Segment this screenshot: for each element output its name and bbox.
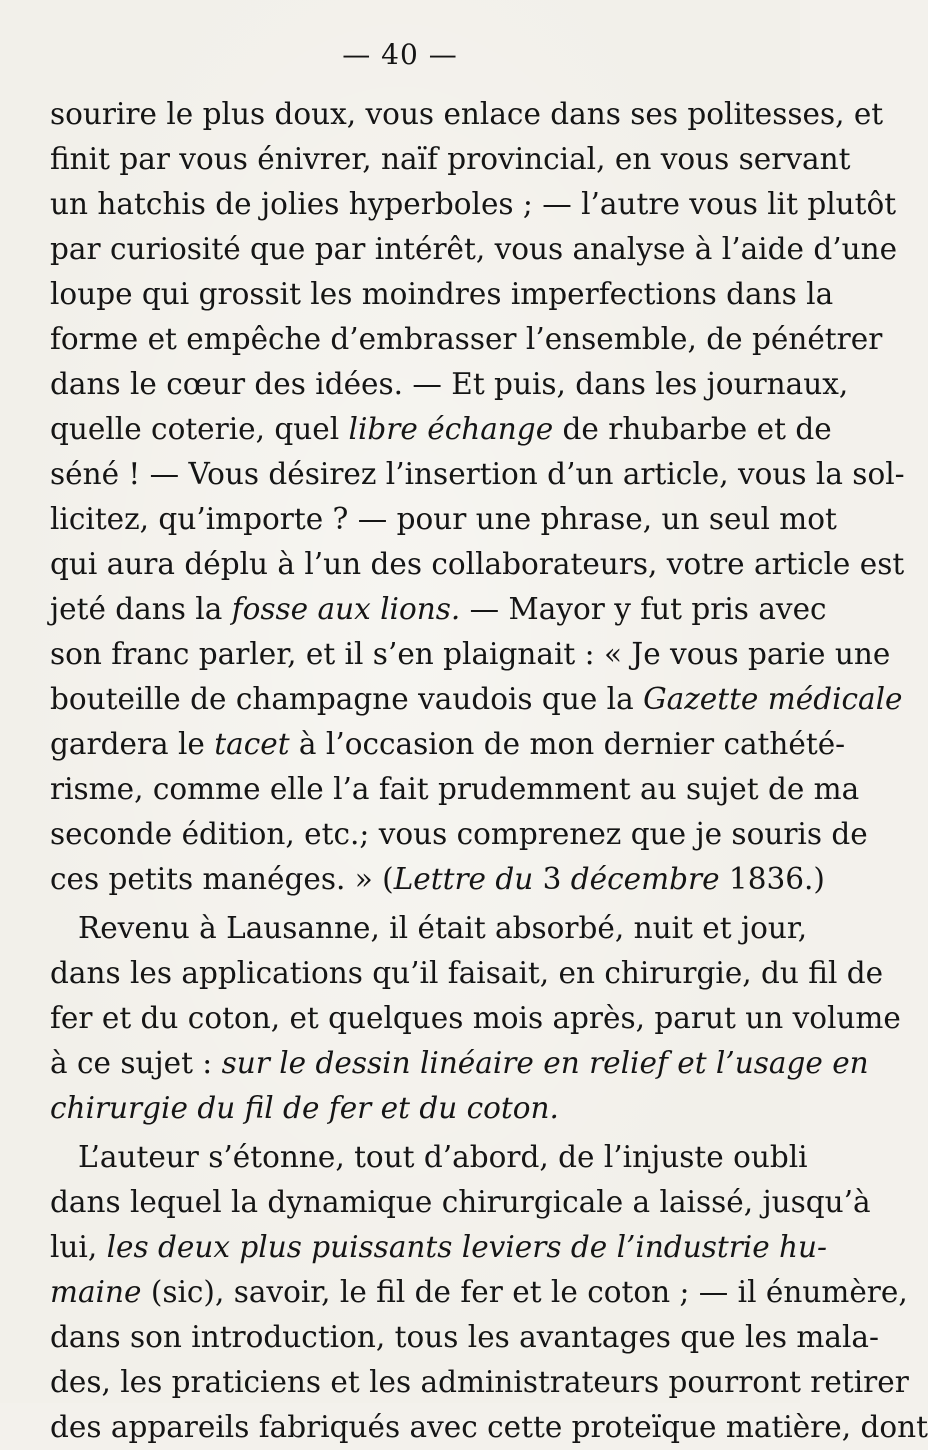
- text-line: [50, 452, 905, 497]
- text-line: [50, 1405, 928, 1450]
- text-segment: 1836.): [719, 862, 825, 896]
- italic-text: fosse aux lions.: [231, 592, 461, 626]
- text-line: [50, 1315, 879, 1360]
- text-line: [50, 1041, 869, 1086]
- text-segment: — Mayor y fut pris avec: [460, 592, 827, 626]
- text-segment: 3: [533, 862, 571, 896]
- text-segment: gardera le: [50, 727, 215, 761]
- text-line: [50, 1360, 909, 1405]
- text-line: [50, 677, 903, 722]
- text-segment: quelle coterie, quel: [50, 412, 349, 446]
- text-segment: lui,: [50, 1230, 107, 1264]
- text-line: [50, 857, 825, 902]
- italic-text: tacet: [214, 727, 290, 761]
- text-segment: bouteille de champagne vaudois que la: [50, 682, 644, 716]
- text-segment: à ce sujet :: [50, 1046, 222, 1080]
- text-line: [50, 1270, 908, 1315]
- italic-text: Lettre du: [393, 862, 534, 896]
- text-line: [50, 497, 837, 542]
- text-line: [50, 1180, 871, 1225]
- text-segment: sourire le plus doux, vous enlace dans ses politesses, et: [50, 97, 884, 131]
- text-segment: fer et du coton, et quelques mois après, parut un volume: [50, 1001, 901, 1035]
- text-line: [50, 812, 868, 857]
- text-segment: des appareils fabriqués avec cette proteïque matière, dont: [50, 1410, 928, 1444]
- italic-text: chirurgie du fil de fer et du coton.: [50, 1091, 559, 1125]
- text-segment: (sic), savoir, le fil de fer et le coton ; — il énumère,: [141, 1275, 908, 1309]
- text-segment: dans lequel la dynamique chirurgicale a laissé, jusqu’à: [50, 1185, 871, 1219]
- page-number: — 40 —: [342, 38, 458, 71]
- text-line: [50, 632, 891, 677]
- text-segment: par curiosité que par intérêt, vous analyse à l’aide d’une: [50, 232, 898, 266]
- text-segment: jeté dans la: [50, 592, 232, 626]
- text-line: [50, 1086, 762, 1131]
- body-text: [50, 92, 928, 1450]
- text-segment: son franc parler, et il s’en plaignait : « Je vous parie une: [50, 637, 891, 671]
- text-line: [50, 272, 834, 317]
- text-segment: ces petits manéges. » (: [50, 862, 394, 896]
- text-segment: loupe qui grossit les moindres imperfections dans la: [50, 277, 834, 311]
- text-line: [50, 996, 901, 1041]
- text-segment: qui aura déplu à l’un des collaborateurs, votre article est: [50, 547, 905, 581]
- italic-text: Gazette médicale: [643, 682, 903, 716]
- text-line: [50, 407, 832, 452]
- text-segment: dans son introduction, tous les avantages que les mala-: [50, 1320, 879, 1354]
- text-segment: licitez, qu’importe ? — pour une phrase, un seul mot: [50, 502, 837, 536]
- italic-text: les deux plus puissants leviers de l’industrie hu-: [106, 1230, 828, 1264]
- text-line: [50, 227, 898, 272]
- text-line: [50, 542, 905, 587]
- text-line: [50, 906, 808, 951]
- italic-text: décembre: [570, 862, 720, 896]
- text-segment: L’auteur s’étonne, tout d’abord, de l’injuste oubli: [78, 1140, 808, 1174]
- text-segment: Revenu à Lausanne, il était absorbé, nuit et jour,: [78, 911, 808, 945]
- text-line: [50, 137, 851, 182]
- text-line: [50, 587, 827, 632]
- text-line: [50, 722, 846, 767]
- text-segment: des, les praticiens et les administrateurs pourront retirer: [50, 1365, 909, 1399]
- italic-text: libre échange: [348, 412, 554, 446]
- text-line: [50, 1135, 808, 1180]
- text-line: [50, 362, 849, 407]
- italic-text: maine: [50, 1275, 142, 1309]
- italic-text: sur le dessin linéaire en relief et l’usage en: [221, 1046, 869, 1080]
- text-line: [50, 951, 884, 996]
- text-segment: dans les applications qu’il faisait, en chirurgie, du fil de: [50, 956, 884, 990]
- text-line: [50, 182, 897, 227]
- text-line: [50, 317, 883, 362]
- text-line: [50, 1225, 828, 1270]
- text-segment: de rhubarbe et de: [553, 412, 832, 446]
- text-segment: forme et empêche d’embrasser l’ensemble, de pénétrer: [50, 322, 883, 356]
- text-segment: séné ! — Vous désirez l’insertion d’un article, vous la sol-: [50, 457, 905, 491]
- text-segment: seconde édition, etc.; vous comprenez que je souris de: [50, 817, 868, 851]
- text-segment: à l’occasion de mon dernier cathété-: [289, 727, 846, 761]
- text-segment: un hatchis de jolies hyperboles ; — l’autre vous lit plutôt: [50, 187, 897, 221]
- text-segment: risme, comme elle l’a fait prudemment au sujet de ma: [50, 772, 860, 806]
- text-segment: finit par vous énivrer, naïf provincial, en vous servant: [50, 142, 851, 176]
- text-line: [50, 767, 860, 812]
- text-line: [50, 92, 884, 137]
- text-segment: dans le cœur des idées. — Et puis, dans les journaux,: [50, 367, 849, 401]
